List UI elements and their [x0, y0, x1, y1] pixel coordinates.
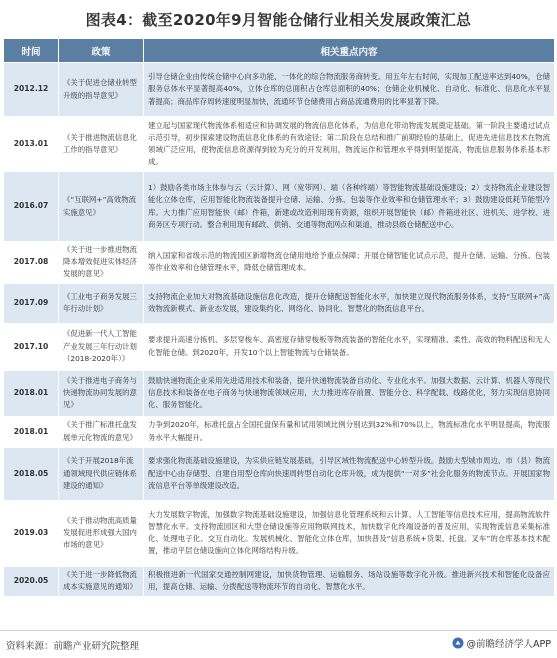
table-row	[4, 566, 555, 596]
table-row	[4, 500, 555, 566]
row-policy: 《工业电子商务发展三年行动计划》	[59, 283, 144, 323]
row-time: 2018.05	[4, 447, 59, 500]
row-time: 2018.01	[4, 416, 59, 447]
row-time: 2013.01	[4, 117, 59, 172]
header-time: 时间	[4, 39, 59, 63]
row-policy: 《“互联网+”高效物流实施意见》	[59, 172, 144, 242]
row-policy: 《关于进一步推进物流降本增效促进实体经济发展的意见》	[59, 242, 144, 284]
row-time: 2019.03	[4, 500, 59, 566]
source-note: 资料来源：前瞻产业研究院整理	[6, 641, 140, 652]
table-row	[4, 323, 555, 370]
header-content: 相关重点内容	[144, 39, 555, 63]
table-row	[4, 370, 555, 416]
row-content: 要求强化物流基础设施建设，为实供应链发展基础，引导区域性物流配送中心转型升级。鼓励大型城市周边、市（县）物流配送中心由存储型、自建自用型仓库向快速周转型自动化仓库升级，成为提供“一对多”社会化服务的物流节点。开展国家物流信息平台等单级建设改造。	[144, 447, 555, 500]
policy-table	[3, 38, 555, 597]
table-row	[4, 242, 555, 284]
row-time: 2012.12	[4, 63, 59, 117]
brand-text: @前瞻经济学人APP	[466, 639, 551, 650]
row-policy: 《关于推进物流信息化工作的指导意见》	[59, 117, 144, 172]
row-policy: 《关于推广标准托盘发展单元化物流的意见》	[59, 416, 144, 447]
row-content: 力争到2020年，标准托盘占全国托盘保有量和试用领域比例分别达到32%和70%以上，物流标准化水平明显提高，物流服务水平大幅提升。	[144, 416, 555, 447]
row-content: 大力发展数字物流，加强数字物流基础设施建设，加强信息化管理系统和云计算、人工智能等信息技术应用，提高物流软件智慧化水平。支持物流园区和大型仓储设施等应用物联网技术，加快数字化终端设备的普及应用，实现物流信息采集标准化、处理电子化、交互自动化。发展机械化、智能化立体仓库，加快普及“信息系统+货架、托盘、叉车”的仓库基本技术配置，推动平层仓储设施向立体化网络结构升级。	[144, 500, 555, 566]
row-time: 2018.01	[4, 370, 59, 416]
table-row	[4, 63, 555, 117]
row-policy: 《关于推进电子商务与快递物流协同发展的意见》	[59, 370, 144, 416]
row-content: 要求提升高速分拣机、多层穿梭车、高密度存储穿梭板等物流装备的智能化水平，实现精准、柔性、高效的物料配送和无人化智能仓储。到2020年，开发10个以上智能物流与仓储装备。	[144, 323, 555, 370]
brand-logo-icon	[452, 637, 464, 649]
table-row	[4, 283, 555, 323]
row-time: 2016.07	[4, 172, 59, 242]
table-header	[4, 39, 555, 63]
row-content: 纳入国家和省级示范的物流园区新增物流仓储用地给予重点保障；开展仓储智能化试点示范，提升仓储、运输、分拣、包装等作业效率和仓储管理水平，降低仓储管理成本。	[144, 242, 555, 284]
table-row	[4, 447, 555, 500]
row-time: 2017.10	[4, 323, 59, 370]
row-policy: 《关于开展2018年流通领域现代供应链体系建设的通知》	[59, 447, 144, 500]
row-content: 鼓励快递物流企业采用先进适用技术和装备，提升快递物流装备自动化、专业化水平。加强大数据、云计算、机器人等现代信息技术和装备在电子商务与快递物流领域应用，大力推进库存前置、智能分仓、科学配载、线路优化，努力实现信息协同化、服务智能化。	[144, 370, 555, 416]
row-policy: 《关于推动物流高质量发展促进形成强大国内市场的意见》	[59, 500, 144, 566]
row-content: 1）鼓励各类市场主体参与云（云计算）、网（宽带网）、端（各种终端）等智能物流基础设施建设；2）支持物流企业建设智能化立体仓库，应用智能化物流装备提升仓储、运输、分拣、包装等作业效率和仓储管理水平；3）鼓励建设低耗节能型冷库。大力推广应用智能快（邮）件箱，新建或改造利用现有资源，组织开展智能快（邮）件箱进社区、进机关、进学校、进商务区专项行动。整合利用现有邮政、供销、交通等物流网点和渠道，推动县级仓储配送中心。	[144, 172, 555, 242]
table-row	[4, 117, 555, 172]
brand-credit	[452, 636, 551, 650]
row-content: 建立起与国家现代物流体系相适应和协调发展的物流信息化体系，为信息化带动物流发展奠定基础。第一阶段主要通过试点示范引导，初步探索建设物流信息化体系的有效途径；第二阶段在总结和推广前期经验的基础上，促进先进信息技术在物流领域广泛应用，使物流信息资源得到较为充分的开发利用，物流运作和管理水平得到明显提高，物流信息服务体系基本形成。	[144, 117, 555, 172]
row-time: 2017.08	[4, 242, 59, 284]
row-policy: 《关于进一步降低物流成本实施意见的通知》	[59, 566, 144, 596]
table-row	[4, 416, 555, 447]
row-policy: 《促进新一代人工智能产业发展三年行动计划（2018-2020年）》	[59, 323, 144, 370]
row-content: 引导仓储企业由传统仓储中心向多功能、一体化的综合物流服务商转变。用五年左右时间，实现加工配送率达到40%，仓储服务总体水平显著提高40%，立体仓库的总面积占仓库总面积的40%；仓储企业机械化、自动化、标准化、信息化水平显著提高；商品库存周转速度明显加快，流通环节仓储费用占商品流通费用的比率显著下降。	[144, 63, 555, 117]
row-content: 支持物流企业加大对物流基础设施信息化改造，提升仓储配送智能化水平，加快建立现代物流服务体系，支持“互联网+”高效物流新模式、新业态发展，建设集约化、网络化、协同化、智慧化的物流信息平台。	[144, 283, 555, 323]
row-time: 2017.09	[4, 283, 59, 323]
row-policy: 《关于促进仓储业转型升级的指导意见》	[59, 63, 144, 117]
footer	[0, 630, 557, 657]
table-row	[4, 172, 555, 242]
header-policy: 政策	[59, 39, 144, 63]
row-time: 2020.05	[4, 566, 59, 596]
row-content: 积极推进新一代国家交通控制网建设，加快货物管理、运输服务、场站设施等数字化升级。推进新兴技术和智能化设备应用，提高仓储、运输、分拨配送等物流环节的自动化、智慧化水平。	[144, 566, 555, 596]
chart-title: 图表4：截至2020年9月智能仓储行业相关发展政策汇总	[85, 10, 472, 29]
